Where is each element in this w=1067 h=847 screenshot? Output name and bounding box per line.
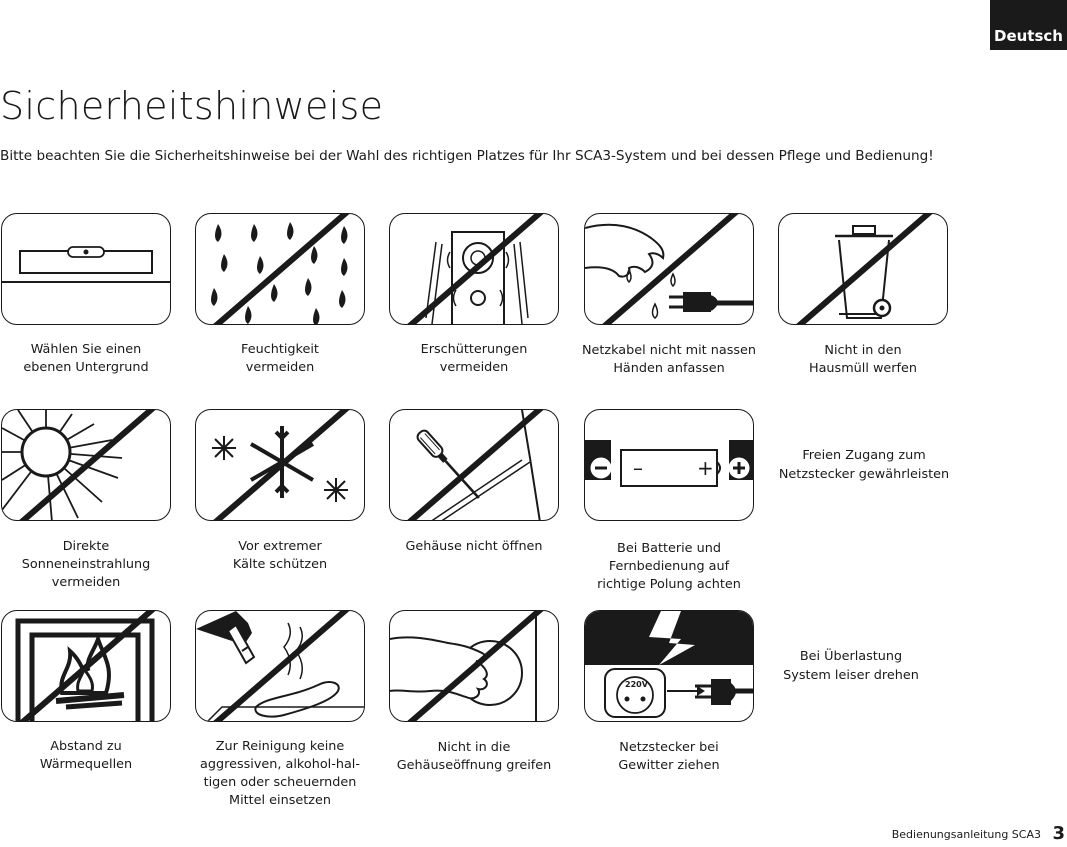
caption-housing-opening: Nicht in die Gehäuseöffnung greifen [396, 740, 552, 773]
page-number: 3 [1052, 823, 1065, 844]
tile-disposal [778, 213, 948, 325]
tile-housing-opening [389, 610, 559, 722]
lightning-plug-icon [585, 611, 754, 722]
tile-cold [195, 409, 365, 521]
caption-level-surface: Wählen Sie einen ebenen Untergrund [23, 342, 149, 375]
prohibition-slash-icon [196, 611, 365, 722]
tile-vibration [389, 213, 559, 325]
socket-voltage-label: 220V [625, 680, 648, 689]
spirit-level-icon [2, 214, 171, 325]
tile-level-surface [1, 213, 171, 325]
caption-open-housing: Gehäuse nicht öffnen [405, 539, 543, 554]
note-plug-access: Freien Zugang zum Netzstecker gewährleisten [778, 448, 950, 482]
caption-disposal: Nicht in den Hausmüll werfen [808, 343, 918, 376]
tile-open-housing [389, 409, 559, 521]
caption-thunderstorm: Netzstecker bei Gewitter ziehen [618, 740, 720, 773]
battery-icon [585, 410, 754, 521]
tile-heat-sources [1, 610, 171, 722]
caption-cleaning: Zur Reinigung keine aggressiven, alkohol-hal- tigen oder scheuernden Mittel einsetzen [200, 739, 360, 808]
manual-footer: Bedienungsanleitung SCA3 [891, 828, 1041, 841]
battery-minus-label: – [633, 456, 643, 480]
caption-wet-hands: Netzkabel nicht mit nassen Händen anfassen [581, 343, 757, 376]
note-overload: Bei Überlastung System leiser drehen [783, 649, 919, 683]
prohibition-slash-icon [2, 611, 171, 722]
prohibition-slash-icon [779, 214, 948, 325]
prohibition-slash-icon [196, 410, 365, 521]
intro-text: Bitte beachten Sie die Sicherheitshinweise bei der Wahl des richtigen Platzes für Ihr SCA3-System und bei dessen Pflege und Bedienung! [0, 148, 934, 164]
tile-thunderstorm [584, 610, 754, 722]
language-badge: Deutsch [990, 0, 1067, 50]
battery-plus-label: + [697, 456, 714, 480]
caption-humidity: Feuchtigkeit vermeiden [241, 342, 319, 375]
tile-cleaning [195, 610, 365, 722]
prohibition-slash-icon [2, 410, 171, 521]
tile-battery [584, 409, 754, 521]
page-title: Sicherheitshinweise [0, 84, 384, 128]
prohibition-slash-icon [390, 611, 559, 722]
tile-humidity [195, 213, 365, 325]
caption-heat-sources: Abstand zu Wärmequellen [39, 739, 133, 772]
caption-cold: Vor extremer Kälte schützen [232, 539, 328, 572]
prohibition-slash-icon [390, 214, 559, 325]
prohibition-slash-icon [390, 410, 559, 521]
caption-vibration: Erschütterungen vermeiden [420, 342, 528, 375]
prohibition-slash-icon [196, 214, 365, 325]
caption-battery: Bei Batterie und Fernbedienung auf richtige Polung achten [597, 541, 741, 592]
tile-sunlight [1, 409, 171, 521]
caption-sunlight: Direkte Sonneneinstrahlung vermeiden [21, 539, 151, 590]
prohibition-slash-icon [585, 214, 754, 325]
tile-wet-hands [584, 213, 754, 325]
